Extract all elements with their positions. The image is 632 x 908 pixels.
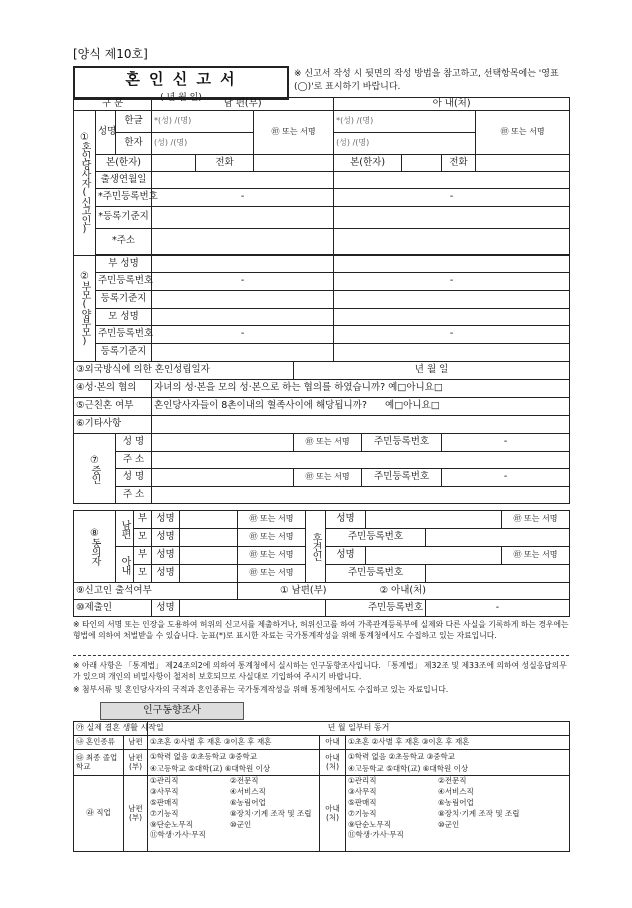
job-w-8: ⑧장치·기계 조작 및 조립 bbox=[438, 808, 520, 818]
edu-husband-options[interactable] bbox=[148, 750, 320, 776]
father-rrn-label: 주민등록번호 bbox=[96, 273, 152, 291]
husband-mother-rrn[interactable]: - bbox=[152, 326, 334, 344]
kind-husband-options[interactable]: ①초혼 ②사별 후 재혼 ③이혼 후 재혼 bbox=[148, 736, 320, 750]
job-h-5: ⑤판매직 bbox=[150, 797, 179, 807]
edu-wife-label bbox=[320, 750, 346, 776]
job-w-11: ⑪학생·가사·무직 bbox=[348, 830, 404, 840]
row6-label: ⑥기타사항 bbox=[74, 416, 152, 434]
husband-father-rrn[interactable]: - bbox=[152, 273, 334, 291]
row10-rrn-label: 주민등록번호 bbox=[326, 600, 426, 617]
bon-label: 본(한자) bbox=[96, 155, 152, 172]
witness1-name-label: 성 명 bbox=[116, 434, 152, 452]
row10-name-field[interactable] bbox=[180, 600, 326, 617]
col-husband: 남 편(부) bbox=[152, 98, 334, 111]
form-date: ( 년 월 일) bbox=[160, 93, 202, 103]
note-2: ※ 아래 사항은 「통계법」 제24조의2에 의하여 통계청에서 실시하는 인구동향조사입니다. 「통계법」 제32조 및 제33조에 의하여 성실응답의무가 있으며 개인의 비밀사항이 철저히 보호되므로 사실대로 기입하여 주시기 바랍니다. bbox=[73, 661, 567, 682]
hanja-label: 한자 bbox=[116, 133, 152, 155]
husband-father-name[interactable] bbox=[152, 256, 334, 273]
hangul-label: 한글 bbox=[116, 111, 152, 133]
row10-label: ⑩제출인 bbox=[74, 600, 152, 617]
q-start-label: ㉮ 실제 결혼 생활 시작일 bbox=[74, 722, 148, 736]
job-h-11: ⑪학생·가사·무직 bbox=[150, 830, 206, 840]
parties-label: ①혼인당사자(신고인) bbox=[74, 111, 96, 256]
edu-husband-line1: ①학력 없음 ②초등학교 ③중학교 bbox=[150, 752, 258, 762]
row5-question: 혼인당사자들이 8촌이내의 혈족사이에 해당됩니까? bbox=[154, 400, 367, 412]
witness2-addr-field[interactable] bbox=[152, 487, 570, 504]
wife-mother-name[interactable] bbox=[334, 309, 570, 326]
row5-text bbox=[152, 398, 570, 416]
wife-phone-field[interactable] bbox=[476, 155, 570, 172]
witness1-rrn-field[interactable]: - bbox=[442, 434, 570, 452]
guardian1-name-label: 성명 bbox=[326, 511, 366, 529]
job-h-4: ④서비스직 bbox=[230, 786, 266, 796]
job-h-9: ⑨단순노무직 bbox=[150, 819, 193, 829]
consent-hf-name-label: 성명 bbox=[152, 511, 180, 529]
guardian1-seal[interactable]: ㊞ 또는 서명 bbox=[502, 511, 570, 529]
witness2-seal[interactable]: ㊞ 또는 서명 bbox=[294, 469, 362, 487]
q-job-label: ㉱ 직업 bbox=[74, 776, 124, 852]
job-w-9: ⑨단순노무직 bbox=[348, 819, 391, 829]
guardian2-name-field[interactable] bbox=[366, 547, 502, 565]
husband-address-field[interactable] bbox=[152, 229, 334, 255]
job-h-6: ⑥농림어업 bbox=[230, 797, 266, 807]
guardian2-rrn-label: 주민등록번호 bbox=[326, 565, 426, 583]
husband-hanja-field[interactable]: (성) /(명) bbox=[152, 133, 254, 155]
mother-rrn-label: 주민등록번호 bbox=[96, 326, 152, 344]
consent-wf-name-label: 성명 bbox=[152, 547, 180, 565]
row10-rrn-field[interactable]: - bbox=[426, 600, 570, 617]
row5-yn[interactable]: 예□아니요□ bbox=[385, 400, 440, 412]
husband-phone-label: 전화 bbox=[196, 155, 254, 172]
q-edu-label: ㉰ 최종 졸업학교 bbox=[74, 750, 124, 776]
job-h-7: ⑦기능직 bbox=[150, 808, 179, 818]
consent-hf-label: 부 bbox=[134, 511, 152, 529]
consent-table bbox=[73, 510, 570, 617]
wife-bon-label: 본(한자) bbox=[334, 155, 402, 172]
rrn-label: *주민등록번호 bbox=[96, 189, 152, 207]
edu-wife-options[interactable] bbox=[346, 750, 570, 776]
witness2-name-field[interactable] bbox=[152, 469, 294, 487]
form-number: [양식 제10호] bbox=[73, 47, 148, 61]
wife-hangul-field[interactable]: *(성) /(명) bbox=[334, 111, 476, 133]
kind-husband-label: 남편 bbox=[124, 736, 148, 750]
survey-title: 인구동향조사 bbox=[100, 702, 244, 720]
witness2-rrn-label: 주민등록번호 bbox=[362, 469, 442, 487]
job-w-5: ⑤판매직 bbox=[348, 797, 377, 807]
job-wife-options[interactable] bbox=[346, 776, 570, 852]
row6-field[interactable] bbox=[152, 416, 570, 434]
job-w-4: ④서비스직 bbox=[438, 786, 474, 796]
form-title: 혼 인 신 고 서 bbox=[125, 70, 237, 88]
wife-birth-field[interactable] bbox=[334, 172, 570, 189]
consent-wm-name-label: 성명 bbox=[152, 565, 180, 583]
mother-name-label: 모 성명 bbox=[96, 309, 152, 326]
wife-seal[interactable]: ㊞ 또는 서명 bbox=[476, 111, 570, 155]
edu-wife-paren: (처) bbox=[325, 761, 340, 771]
edu-husband-paren: (부) bbox=[128, 761, 143, 771]
consent-wm-seal[interactable]: ㊞ 또는 서명 bbox=[238, 565, 306, 583]
col-gubun: 구 분 bbox=[74, 98, 152, 111]
witness-label: ⑦증인 bbox=[74, 434, 116, 504]
father-registry-label: 등록기준지 bbox=[96, 291, 152, 309]
guardian1-name-field[interactable] bbox=[366, 511, 502, 529]
row4-label: ④성·본의 협의 bbox=[74, 380, 152, 398]
witness2-addr-label: 주 소 bbox=[116, 487, 152, 504]
guardian2-name-label: 성명 bbox=[326, 547, 366, 565]
kind-wife-options[interactable]: ①초혼 ②사별 후 재혼 ③이혼 후 재혼 bbox=[346, 736, 570, 750]
husband-father-registry[interactable] bbox=[152, 291, 334, 309]
husband-rrn-field[interactable]: - bbox=[152, 189, 334, 207]
row3-label: ③외국방식에 의한 혼인성립일자 bbox=[74, 362, 294, 380]
job-w-2: ②전문직 bbox=[438, 776, 467, 785]
husband-mother-registry[interactable] bbox=[152, 344, 334, 362]
note-1: ※ 타인의 서명 또는 인장을 도용하여 허위의 신고서를 제출하거나, 허위신고를 하여 가족관계등록부에 실제와 다른 사실을 기록하게 하는 경우에는 형법에 의하여 처벌받을 수 있습니다. 눈표(*)로 표시한 자료는 국가통계작성을 위해 통계청에서도 수집하고 있는 자료입니다. bbox=[73, 620, 569, 641]
row9-opt2[interactable]: ② 아내(처) bbox=[379, 584, 426, 596]
guardian1-rrn-label: 주민등록번호 bbox=[326, 529, 426, 547]
consent-wm-name-field[interactable] bbox=[180, 565, 238, 583]
job-w-6: ⑥농림어업 bbox=[438, 797, 474, 807]
wife-father-rrn[interactable]: - bbox=[334, 273, 570, 291]
consent-wf-label: 부 bbox=[134, 547, 152, 565]
job-h-1: ①관리직 bbox=[150, 776, 179, 785]
job-h-8: ⑧장치·기계 조작 및 조립 bbox=[230, 808, 312, 818]
row3-date[interactable]: 년 월 일 bbox=[294, 362, 570, 380]
col-wife: 아 내(처) bbox=[334, 98, 570, 111]
main-form-table bbox=[73, 97, 570, 504]
mother-registry-label: 등록기준지 bbox=[96, 344, 152, 362]
witness1-name-field[interactable] bbox=[152, 434, 294, 452]
guardian2-seal[interactable]: ㊞ 또는 서명 bbox=[502, 547, 570, 565]
edu-wife-word: 아내 bbox=[325, 753, 340, 763]
wife-address-field[interactable] bbox=[334, 229, 570, 255]
survey-table bbox=[73, 721, 570, 852]
consent-hf-name-field[interactable] bbox=[180, 511, 238, 529]
q-kind-label: ㉯ 혼인종류 bbox=[74, 736, 124, 750]
header-note: ※ 신고서 작성 시 뒷면의 작성 방법을 참고하고, 선택항목에는 '영표(◯)'로 표시하기 바랍니다. bbox=[294, 69, 559, 93]
husband-hangul-field[interactable]: *(성) /(명) bbox=[152, 111, 254, 133]
q-start-date[interactable]: 년 월 일부터 동거 bbox=[148, 722, 570, 736]
husband-phone-field[interactable] bbox=[254, 155, 334, 172]
row4-yn[interactable]: 예□아니요□ bbox=[388, 382, 443, 394]
consent-hm-name-field[interactable] bbox=[180, 529, 238, 547]
row4-question: 자녀의 성·본을 모의 성·본으로 하는 협의를 하였습니까? bbox=[154, 382, 386, 394]
job-husband-word: 남편 bbox=[128, 804, 143, 814]
note-3: ※ 첨부서류 및 혼인당사자의 국적과 혼인종류는 국가통계작성을 위해 통계청에서도 수집하고 있는 자료입니다. bbox=[73, 685, 449, 694]
row5-label: ⑤근친혼 여부 bbox=[74, 398, 152, 416]
consent-hm-name-label: 성명 bbox=[152, 529, 180, 547]
name-label: 성명 bbox=[96, 111, 116, 155]
consent-hm-seal[interactable]: ㊞ 또는 서명 bbox=[238, 529, 306, 547]
consent-wf-seal[interactable]: ㊞ 또는 서명 bbox=[238, 547, 306, 565]
job-w-10: ⑩군인 bbox=[438, 819, 460, 829]
row9-label: ⑨신고인 출석여부 bbox=[74, 583, 238, 600]
witness2-rrn-field[interactable]: - bbox=[442, 469, 570, 487]
wife-father-registry[interactable] bbox=[334, 291, 570, 309]
row10-name-label: 성명 bbox=[152, 600, 180, 617]
job-wife-label bbox=[320, 776, 346, 852]
husband-registry-field[interactable] bbox=[152, 207, 334, 229]
job-w-3: ③사무직 bbox=[348, 786, 377, 796]
birth-label: 출생연월일 bbox=[96, 172, 152, 189]
wife-father-name[interactable] bbox=[334, 256, 570, 273]
edu-wife-line1: ①학력 없음 ②초등학교 ③중학교 bbox=[348, 752, 456, 762]
job-husband-paren: (부) bbox=[128, 812, 143, 822]
edu-wife-line2: ④고등학교 ⑤대학(교) ⑥대학원 이상 bbox=[348, 763, 469, 773]
father-name-label: 부 성명 bbox=[96, 256, 152, 273]
row9-options bbox=[238, 583, 570, 600]
husband-mother-name[interactable] bbox=[152, 309, 334, 326]
consent-label: ⑧동의자 bbox=[74, 511, 116, 583]
wife-rrn-field[interactable]: - bbox=[334, 189, 570, 207]
wife-mother-registry[interactable] bbox=[334, 344, 570, 362]
husband-seal[interactable]: ㊞ 또는 서명 bbox=[254, 111, 334, 155]
note-separator bbox=[73, 655, 569, 656]
witness2-name-label: 성 명 bbox=[116, 469, 152, 487]
edu-husband-word: 남편 bbox=[128, 753, 143, 763]
guardian2-rrn-field[interactable] bbox=[426, 565, 570, 583]
witness1-addr-label: 주 소 bbox=[116, 452, 152, 469]
job-husband-label bbox=[124, 776, 148, 852]
wife-phone-label: 전화 bbox=[442, 155, 476, 172]
consent-hf-seal[interactable]: ㊞ 또는 서명 bbox=[238, 511, 306, 529]
husband-birth-field[interactable] bbox=[152, 172, 334, 189]
wife-registry-field[interactable] bbox=[334, 207, 570, 229]
consent-wf-name-field[interactable] bbox=[180, 547, 238, 565]
job-w-7: ⑦기능직 bbox=[348, 808, 377, 818]
consent-wife-label: 아내 bbox=[116, 547, 134, 583]
wife-mother-rrn[interactable]: - bbox=[334, 326, 570, 344]
job-h-10: ⑩군인 bbox=[230, 819, 252, 829]
witness1-seal[interactable]: ㊞ 또는 서명 bbox=[294, 434, 362, 452]
address-label: *주소 bbox=[96, 229, 152, 255]
job-husband-options[interactable] bbox=[148, 776, 320, 852]
guardian-label: 후견인 bbox=[306, 511, 326, 583]
job-wife-word: 아내 bbox=[325, 804, 340, 814]
job-wife-paren: (처) bbox=[325, 812, 340, 822]
wife-hanja-field[interactable]: (성) /(명) bbox=[334, 133, 476, 155]
job-w-1: ①관리직 bbox=[348, 776, 377, 785]
witness1-addr-field[interactable] bbox=[152, 452, 570, 469]
witness1-rrn-label: 주민등록번호 bbox=[362, 434, 442, 452]
row9-opt1[interactable]: ① 남편(부) bbox=[280, 584, 327, 596]
consent-hm-label: 모 bbox=[134, 529, 152, 547]
edu-husband-label bbox=[124, 750, 148, 776]
consent-husband-label: 남편 bbox=[116, 511, 134, 547]
row4-text bbox=[152, 380, 570, 398]
job-h-3: ③사무직 bbox=[150, 786, 179, 796]
kind-wife-label: 아내 bbox=[320, 736, 346, 750]
consent-wm-label: 모 bbox=[134, 565, 152, 583]
edu-husband-line2: ④고등학교 ⑤대학(교) ⑥대학원 이상 bbox=[150, 763, 271, 773]
job-h-2: ②전문직 bbox=[230, 776, 259, 785]
guardian1-rrn-field[interactable] bbox=[426, 529, 570, 547]
registry-label: *등록기준지 bbox=[96, 207, 152, 229]
parents-label: ②부모(양부모) bbox=[74, 256, 96, 362]
